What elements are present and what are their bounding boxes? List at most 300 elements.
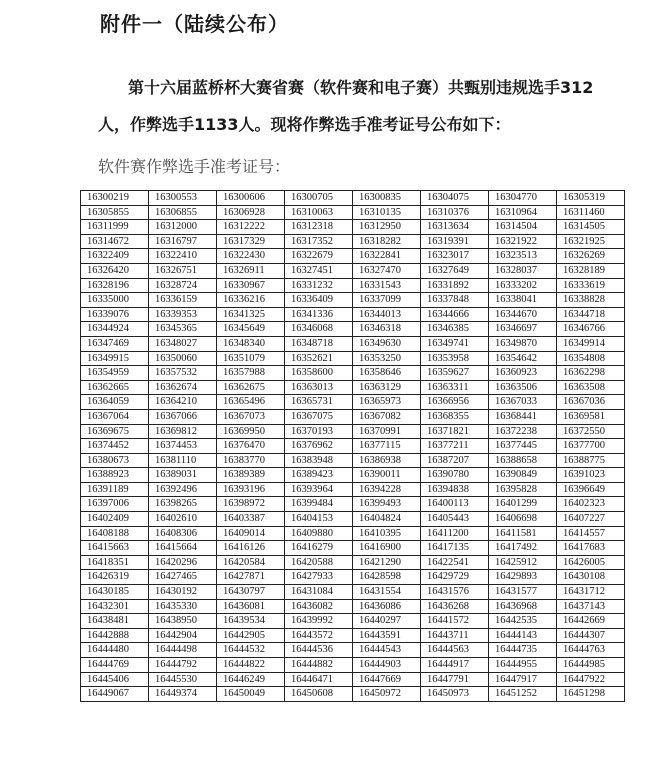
candidate-id-cell: 16346697 (489, 322, 557, 337)
candidate-id-cell: 16439992 (285, 614, 353, 629)
candidate-id-cell: 16323513 (489, 249, 557, 264)
table-row (81, 628, 625, 643)
candidate-id-cell: 16444532 (217, 643, 285, 658)
candidate-id-cell: 16442669 (557, 614, 625, 629)
candidate-id-cell: 16450608 (285, 687, 353, 702)
candidate-id-cell: 16319391 (421, 234, 489, 249)
candidate-id-cell: 16316797 (149, 234, 217, 249)
candidate-id-cell: 16430185 (81, 585, 149, 600)
candidate-id-cell: 16388923 (81, 468, 149, 483)
candidate-id-cell: 16396649 (557, 482, 625, 497)
table-row (81, 366, 625, 381)
table-row (81, 336, 625, 351)
candidate-id-cell: 16367036 (557, 395, 625, 410)
candidate-id-cell: 16363506 (489, 380, 557, 395)
candidate-id-cell: 16407227 (557, 512, 625, 527)
candidate-id-cell: 16336409 (285, 293, 353, 308)
candidate-id-cell: 16447917 (489, 672, 557, 687)
candidate-id-cell: 16447922 (557, 672, 625, 687)
candidate-id-cell: 16417135 (421, 541, 489, 556)
candidate-id-cell: 16339353 (149, 307, 217, 322)
candidate-id-cell: 16337099 (353, 293, 421, 308)
table-row (81, 585, 625, 600)
candidate-id-cell: 16370193 (285, 424, 353, 439)
candidate-id-cell: 16406698 (489, 512, 557, 527)
candidate-id-cell: 16387207 (421, 453, 489, 468)
candidate-id-cell: 16383770 (217, 453, 285, 468)
candidate-id-cell: 16444307 (557, 628, 625, 643)
candidate-id-cell: 16389031 (149, 468, 217, 483)
candidate-id-cell: 16429893 (489, 570, 557, 585)
candidate-id-cell: 16328189 (557, 263, 625, 278)
candidate-id-cell: 16372238 (489, 424, 557, 439)
table-row (81, 672, 625, 687)
candidate-id-cell: 16444822 (217, 658, 285, 673)
candidate-id-cell: 16417492 (489, 541, 557, 556)
candidate-id-cell: 16450972 (353, 687, 421, 702)
candidate-id-cell: 16345365 (149, 322, 217, 337)
candidate-id-cell: 16314504 (489, 220, 557, 235)
candidate-id-cell: 16369950 (217, 424, 285, 439)
candidate-id-cell: 16341336 (285, 307, 353, 322)
candidate-id-cell: 16326911 (217, 263, 285, 278)
candidate-id-cell: 16399493 (353, 497, 421, 512)
candidate-id-cell: 16331892 (421, 278, 489, 293)
candidate-id-cell: 16447669 (353, 672, 421, 687)
candidate-id-cell: 16420584 (217, 555, 285, 570)
candidate-id-cell: 16354808 (557, 351, 625, 366)
candidate-id-cell: 16393196 (217, 482, 285, 497)
candidate-id-cell: 16310964 (489, 205, 557, 220)
candidate-id-cell: 16363311 (421, 380, 489, 395)
candidate-id-cell: 16338828 (557, 293, 625, 308)
candidate-id-cell: 16338041 (489, 293, 557, 308)
candidate-id-cell: 16431577 (489, 585, 557, 600)
table-row (81, 380, 625, 395)
candidate-id-cell: 16388658 (489, 453, 557, 468)
candidate-id-cell: 16357532 (149, 366, 217, 381)
candidate-id-cell: 16344666 (421, 307, 489, 322)
candidate-id-cell: 16443591 (353, 628, 421, 643)
candidate-id-cell: 16427465 (149, 570, 217, 585)
candidate-id-cell: 16349870 (489, 336, 557, 351)
candidate-id-cell: 16306855 (149, 205, 217, 220)
candidate-id-cell: 16444143 (489, 628, 557, 643)
candidate-id-cell: 16438481 (81, 614, 149, 629)
candidate-id-cell: 16416279 (285, 541, 353, 556)
candidate-id-cell: 16435330 (149, 599, 217, 614)
table-row (81, 322, 625, 337)
candidate-id-cell: 16322841 (353, 249, 421, 264)
candidate-id-cell: 16444985 (557, 658, 625, 673)
candidate-id-cell: 16368355 (421, 409, 489, 424)
candidate-id-cell: 16381110 (149, 453, 217, 468)
candidate-id-cell: 16364210 (149, 395, 217, 410)
table-row (81, 468, 625, 483)
candidate-id-cell: 16304075 (421, 191, 489, 206)
table-row (81, 658, 625, 673)
table-row (81, 512, 625, 527)
candidate-id-cell: 16362298 (557, 366, 625, 381)
candidate-id-cell: 16391189 (81, 482, 149, 497)
table-row (81, 424, 625, 439)
candidate-id-cell: 16450049 (217, 687, 285, 702)
notice-paragraph-line1: 第十六届蓝桥杯大赛省赛（软件赛和电子赛）共甄别违规选手312 (128, 78, 594, 97)
candidate-id-cell: 16426319 (81, 570, 149, 585)
candidate-id-cell: 16358646 (353, 366, 421, 381)
candidate-id-cell: 16437143 (557, 599, 625, 614)
candidate-id-cell: 16408306 (149, 526, 217, 541)
candidate-id-cell: 16311999 (81, 220, 149, 235)
candidate-id-cell: 16403387 (217, 512, 285, 527)
attachment-heading: 附件一（陆续公布） (100, 12, 289, 36)
candidate-id-cell: 16399484 (285, 497, 353, 512)
candidate-id-cell: 16405443 (421, 512, 489, 527)
candidate-id-cell: 16349914 (557, 336, 625, 351)
candidate-id-cell: 16300219 (81, 191, 149, 206)
candidate-id-cell: 16344718 (557, 307, 625, 322)
candidate-id-cell: 16345649 (217, 322, 285, 337)
candidate-id-cell: 16418351 (81, 555, 149, 570)
candidate-id-cell: 16337848 (421, 293, 489, 308)
candidate-id-cell: 16409014 (217, 526, 285, 541)
candidate-id-cell: 16322430 (217, 249, 285, 264)
candidate-id-cell: 16439534 (217, 614, 285, 629)
candidate-id-cell: 16310063 (285, 205, 353, 220)
candidate-id-cell: 16344013 (353, 307, 421, 322)
table-row (81, 351, 625, 366)
candidate-id-cell: 16336216 (217, 293, 285, 308)
table-row (81, 220, 625, 235)
candidate-id-cell: 16444763 (557, 643, 625, 658)
table-row (81, 497, 625, 512)
candidate-id-cell: 16369812 (149, 424, 217, 439)
candidate-id-cell: 16310135 (353, 205, 421, 220)
candidate-id-cell: 16364059 (81, 395, 149, 410)
candidate-id-cell: 16389389 (217, 468, 285, 483)
candidate-id-cell: 16421290 (353, 555, 421, 570)
candidate-id-cell: 16416900 (353, 541, 421, 556)
candidate-id-cell: 16397006 (81, 497, 149, 512)
candidate-id-cell: 16432301 (81, 599, 149, 614)
candidate-id-cell: 16431084 (285, 585, 353, 600)
candidate-id-cell: 16363013 (285, 380, 353, 395)
candidate-id-cell: 16327470 (353, 263, 421, 278)
candidate-id-cell: 16367033 (489, 395, 557, 410)
candidate-id-cell: 16363129 (353, 380, 421, 395)
candidate-id-cell: 16377445 (489, 439, 557, 454)
candidate-id-cell: 16314672 (81, 234, 149, 249)
candidate-id-cell: 16390849 (489, 468, 557, 483)
candidate-id-cell: 16386938 (353, 453, 421, 468)
candidate-id-cell: 16449067 (81, 687, 149, 702)
candidate-id-cell: 16394228 (353, 482, 421, 497)
candidate-id-cell: 16449374 (149, 687, 217, 702)
candidate-id-cell: 16427933 (285, 570, 353, 585)
candidate-id-cell: 16426005 (557, 555, 625, 570)
candidate-id-cell: 16357988 (217, 366, 285, 381)
candidate-id-cell: 16377700 (557, 439, 625, 454)
candidate-id-cell: 16346385 (421, 322, 489, 337)
candidate-id-cell: 16348027 (149, 336, 217, 351)
candidate-id-cell: 16409880 (285, 526, 353, 541)
candidate-id-cell: 16429729 (421, 570, 489, 585)
candidate-id-cell: 16366956 (421, 395, 489, 410)
candidate-id-cell: 16451298 (557, 687, 625, 702)
candidate-id-cell: 16414557 (557, 526, 625, 541)
candidate-id-cell: 16353958 (421, 351, 489, 366)
candidate-id-cell: 16444480 (81, 643, 149, 658)
candidate-id-cell: 16360923 (489, 366, 557, 381)
candidate-id-cell: 16369675 (81, 424, 149, 439)
candidate-id-cell: 16344670 (489, 307, 557, 322)
candidate-id-table (80, 190, 625, 702)
candidate-id-cell: 16431576 (421, 585, 489, 600)
candidate-id-cell: 16335000 (81, 293, 149, 308)
candidate-id-cell: 16344924 (81, 322, 149, 337)
candidate-id-cell: 16400113 (421, 497, 489, 512)
candidate-id-cell: 16354642 (489, 351, 557, 366)
candidate-id-cell: 16348718 (285, 336, 353, 351)
candidate-id-cell: 16350060 (149, 351, 217, 366)
candidate-id-cell: 16411581 (489, 526, 557, 541)
candidate-id-cell: 16368441 (489, 409, 557, 424)
candidate-id-cell: 16311460 (557, 205, 625, 220)
candidate-id-cell: 16447791 (421, 672, 489, 687)
candidate-id-cell: 16431554 (353, 585, 421, 600)
candidate-id-cell: 16328724 (149, 278, 217, 293)
candidate-id-cell: 16306928 (217, 205, 285, 220)
candidate-id-cell: 16392496 (149, 482, 217, 497)
candidate-id-cell: 16374452 (81, 439, 149, 454)
candidate-id-cell: 16442905 (217, 628, 285, 643)
candidate-id-cell: 16317329 (217, 234, 285, 249)
candidate-id-cell: 16365973 (353, 395, 421, 410)
candidate-id-cell: 16365731 (285, 395, 353, 410)
candidate-id-cell: 16346766 (557, 322, 625, 337)
candidate-id-cell: 16444498 (149, 643, 217, 658)
candidate-id-cell: 16436968 (489, 599, 557, 614)
table-row (81, 541, 625, 556)
candidate-id-cell: 16367073 (217, 409, 285, 424)
table-row (81, 687, 625, 702)
candidate-id-cell: 16442535 (489, 614, 557, 629)
candidate-id-cell: 16349741 (421, 336, 489, 351)
candidate-id-cell: 16380673 (81, 453, 149, 468)
candidate-id-cell: 16451252 (489, 687, 557, 702)
candidate-id-cell: 16347469 (81, 336, 149, 351)
candidate-id-cell: 16326420 (81, 263, 149, 278)
candidate-id-cell: 16330967 (217, 278, 285, 293)
candidate-id-cell: 16367066 (149, 409, 217, 424)
candidate-id-cell: 16411200 (421, 526, 489, 541)
candidate-id-cell: 16348340 (217, 336, 285, 351)
candidate-id-cell: 16425912 (489, 555, 557, 570)
candidate-id-cell: 16393964 (285, 482, 353, 497)
table-row (81, 307, 625, 322)
candidate-id-cell: 16312950 (353, 220, 421, 235)
candidate-id-cell: 16444543 (353, 643, 421, 658)
candidate-id-cell: 16367064 (81, 409, 149, 424)
candidate-id-cell: 16416126 (217, 541, 285, 556)
candidate-id-cell: 16349630 (353, 336, 421, 351)
candidate-id-cell: 16300553 (149, 191, 217, 206)
candidate-id-cell: 16321922 (489, 234, 557, 249)
candidate-id-cell: 16395828 (489, 482, 557, 497)
candidate-id-cell: 16377115 (353, 439, 421, 454)
candidate-id-cell: 16310376 (421, 205, 489, 220)
candidate-id-cell: 16377211 (421, 439, 489, 454)
software-section-heading: 软件赛作弊选手准考证号： (98, 157, 291, 176)
notice-paragraph-line2: 人，作弊选手1133人。现将作弊选手准考证号公布如下： (98, 115, 511, 134)
table-row (81, 263, 625, 278)
candidate-id-cell: 16445406 (81, 672, 149, 687)
candidate-id-cell: 16362665 (81, 380, 149, 395)
table-row (81, 570, 625, 585)
candidate-id-cell: 16365496 (217, 395, 285, 410)
candidate-id-cell: 16436086 (353, 599, 421, 614)
candidate-id-cell: 16383948 (285, 453, 353, 468)
table-row (81, 482, 625, 497)
candidate-id-cell: 16327649 (421, 263, 489, 278)
candidate-id-cell: 16352621 (285, 351, 353, 366)
candidate-id-cell: 16444882 (285, 658, 353, 673)
table-row (81, 205, 625, 220)
candidate-id-cell: 16401299 (489, 497, 557, 512)
candidate-id-cell: 16370991 (353, 424, 421, 439)
candidate-id-cell: 16354959 (81, 366, 149, 381)
candidate-id-cell: 16376962 (285, 439, 353, 454)
candidate-id-cell: 16363508 (557, 380, 625, 395)
candidate-id-cell: 16404824 (353, 512, 421, 527)
candidate-id-cell: 16444769 (81, 658, 149, 673)
candidate-id-cell: 16328037 (489, 263, 557, 278)
candidate-id-cell: 16331543 (353, 278, 421, 293)
candidate-id-cell: 16322679 (285, 249, 353, 264)
candidate-id-cell: 16442904 (149, 628, 217, 643)
candidate-id-cell: 16398972 (217, 497, 285, 512)
candidate-id-cell: 16443572 (285, 628, 353, 643)
candidate-id-cell: 16415664 (149, 541, 217, 556)
candidate-id-cell: 16450973 (421, 687, 489, 702)
table-row (81, 439, 625, 454)
candidate-id-cell: 16369581 (557, 409, 625, 424)
candidate-id-cell: 16436268 (421, 599, 489, 614)
candidate-id-cell: 16391023 (557, 468, 625, 483)
candidate-id-cell: 16327451 (285, 263, 353, 278)
candidate-id-table-body (81, 191, 625, 702)
candidate-id-cell: 16333202 (489, 278, 557, 293)
candidate-id-cell: 16415663 (81, 541, 149, 556)
table-row (81, 453, 625, 468)
candidate-id-cell: 16331232 (285, 278, 353, 293)
table-row (81, 643, 625, 658)
candidate-id-cell: 16321925 (557, 234, 625, 249)
candidate-id-cell: 16402323 (557, 497, 625, 512)
candidate-id-cell: 16402610 (149, 512, 217, 527)
candidate-id-cell: 16326751 (149, 263, 217, 278)
candidate-id-cell: 16312000 (149, 220, 217, 235)
candidate-id-cell: 16444563 (421, 643, 489, 658)
candidate-id-cell: 16402409 (81, 512, 149, 527)
candidate-id-cell: 16341325 (217, 307, 285, 322)
candidate-id-cell: 16428598 (353, 570, 421, 585)
candidate-id-cell: 16444735 (489, 643, 557, 658)
candidate-id-cell: 16304770 (489, 191, 557, 206)
candidate-id-cell: 16430797 (217, 585, 285, 600)
candidate-id-cell: 16371821 (421, 424, 489, 439)
candidate-id-cell: 16398265 (149, 497, 217, 512)
candidate-id-cell: 16323017 (421, 249, 489, 264)
table-row (81, 614, 625, 629)
candidate-id-cell: 16436082 (285, 599, 353, 614)
candidate-id-cell: 16427871 (217, 570, 285, 585)
candidate-id-cell: 16336159 (149, 293, 217, 308)
candidate-id-cell: 16410395 (353, 526, 421, 541)
candidate-id-cell: 16322410 (149, 249, 217, 264)
table-row (81, 526, 625, 541)
candidate-id-cell: 16431712 (557, 585, 625, 600)
candidate-id-cell: 16362674 (149, 380, 217, 395)
candidate-id-cell: 16314505 (557, 220, 625, 235)
table-row (81, 191, 625, 206)
candidate-id-cell: 16390011 (353, 468, 421, 483)
candidate-id-cell: 16404153 (285, 512, 353, 527)
candidate-id-cell: 16346068 (285, 322, 353, 337)
candidate-id-cell: 16367082 (353, 409, 421, 424)
candidate-id-cell: 16300705 (285, 191, 353, 206)
candidate-id-cell: 16444955 (489, 658, 557, 673)
candidate-id-cell: 16446471 (285, 672, 353, 687)
candidate-id-cell: 16422541 (421, 555, 489, 570)
candidate-id-cell: 16300835 (353, 191, 421, 206)
candidate-id-cell: 16446249 (217, 672, 285, 687)
candidate-id-cell: 16389423 (285, 468, 353, 483)
candidate-id-cell: 16312222 (217, 220, 285, 235)
candidate-id-cell: 16394838 (421, 482, 489, 497)
candidate-id-cell: 16312318 (285, 220, 353, 235)
candidate-id-cell: 16322409 (81, 249, 149, 264)
candidate-id-cell: 16408188 (81, 526, 149, 541)
candidate-id-cell: 16417683 (557, 541, 625, 556)
table-row (81, 293, 625, 308)
candidate-id-cell: 16420296 (149, 555, 217, 570)
candidate-id-cell: 16318282 (353, 234, 421, 249)
candidate-id-cell: 16351079 (217, 351, 285, 366)
candidate-id-cell: 16438950 (149, 614, 217, 629)
candidate-id-cell: 16339076 (81, 307, 149, 322)
table-row (81, 278, 625, 293)
candidate-id-cell: 16349915 (81, 351, 149, 366)
candidate-id-cell: 16444903 (353, 658, 421, 673)
candidate-id-cell: 16367075 (285, 409, 353, 424)
candidate-id-cell: 16445530 (149, 672, 217, 687)
candidate-id-cell: 16372550 (557, 424, 625, 439)
candidate-id-cell: 16440297 (353, 614, 421, 629)
candidate-id-cell: 16328196 (81, 278, 149, 293)
candidate-id-cell: 16443711 (421, 628, 489, 643)
candidate-id-cell: 16333619 (557, 278, 625, 293)
candidate-id-cell: 16444536 (285, 643, 353, 658)
candidate-id-cell: 16436081 (217, 599, 285, 614)
candidate-id-cell: 16359627 (421, 366, 489, 381)
candidate-id-cell: 16420588 (285, 555, 353, 570)
candidate-id-cell: 16444917 (421, 658, 489, 673)
table-row (81, 249, 625, 264)
candidate-id-cell: 16353250 (353, 351, 421, 366)
candidate-id-cell: 16441572 (421, 614, 489, 629)
candidate-id-cell: 16346318 (353, 322, 421, 337)
